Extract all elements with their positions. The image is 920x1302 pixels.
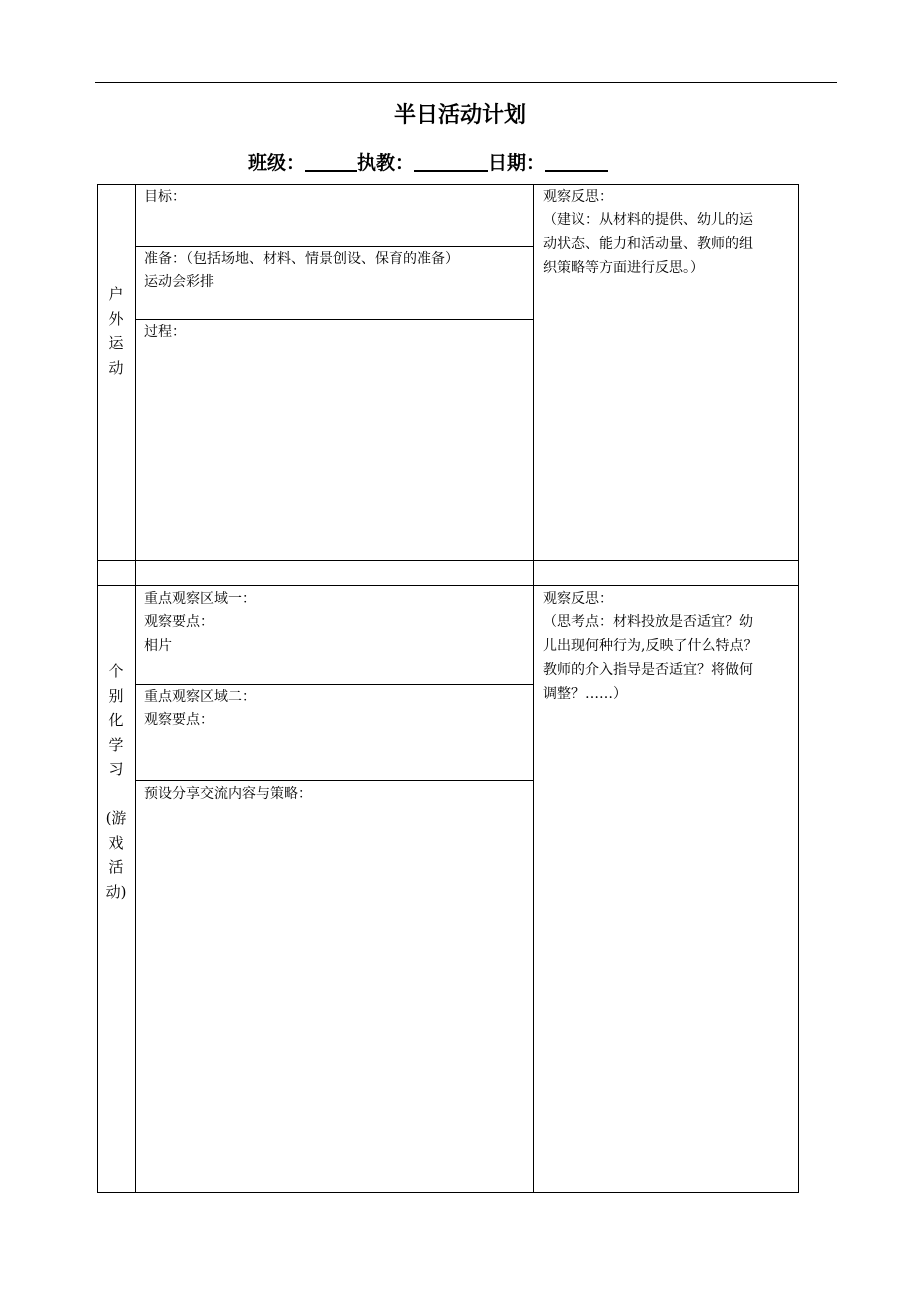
individual-reflection-hint-3: 教师的介入指导是否适宜？将做何 (543, 662, 753, 678)
individual-reflection-hint-2: 儿出现何种行为,反映了什么特点？ (543, 638, 758, 654)
header-meta (248, 148, 608, 175)
table-col-divider-1 (135, 184, 136, 1193)
table-col-divider-2 (533, 184, 534, 1193)
individual-reflection-hint-1: （思考点：材料投放是否适宜？幼 (543, 614, 753, 630)
sharing-label: 预设分享交流内容与策略： (144, 786, 312, 802)
outdoor-side-label: 户 外 运 动 (108, 285, 124, 377)
date-label: 日期： (488, 152, 546, 174)
individual-reflection-title: 观察反思： (543, 591, 613, 607)
header-rule (95, 82, 837, 83)
area1-value: 相片 (144, 638, 172, 654)
prep-value: 运动会彩排 (144, 274, 214, 290)
date-blank[interactable] (545, 152, 608, 172)
prep-label: 准备：（包括场地、材料、情景创设、保育的准备） (144, 251, 459, 267)
table-row-divider-1 (97, 560, 799, 561)
table-border-top (97, 184, 799, 185)
class-label: 班级： (248, 152, 306, 174)
goal-divider (135, 246, 533, 247)
outdoor-reflection-hint-2: 动状态、能力和活动量、教师的组 (543, 236, 753, 252)
area1-points-label: 观察要点： (144, 614, 214, 630)
area2-points-label: 观察要点： (144, 712, 214, 728)
goal-label: 目标： (144, 189, 186, 205)
page-title: 半日活动计划 (393, 103, 526, 128)
outdoor-reflection-hint-1: （建议：从材料的提供、幼儿的运 (543, 212, 753, 228)
outdoor-reflection-title: 观察反思： (543, 189, 613, 205)
individual-side-label: 个 别 化 学 习 (游 戏 活 动) (105, 662, 127, 901)
teacher-label: 执教： (357, 152, 415, 174)
table-border-bottom (97, 1192, 799, 1193)
area1-label: 重点观察区域一： (144, 591, 256, 607)
individual-reflection-hint-4: 调整？……） (543, 686, 627, 702)
outdoor-reflection-hint-3: 织策略等方面进行反思。） (543, 260, 704, 276)
area2-divider (135, 780, 533, 781)
prep-divider (135, 319, 533, 320)
process-label: 过程： (144, 324, 186, 340)
table-border-right (798, 184, 799, 1193)
table-row-divider-2 (97, 585, 799, 586)
class-blank[interactable] (305, 152, 357, 172)
teacher-blank[interactable] (414, 152, 488, 172)
area1-divider (135, 684, 533, 685)
area2-label: 重点观察区域二： (144, 689, 256, 705)
